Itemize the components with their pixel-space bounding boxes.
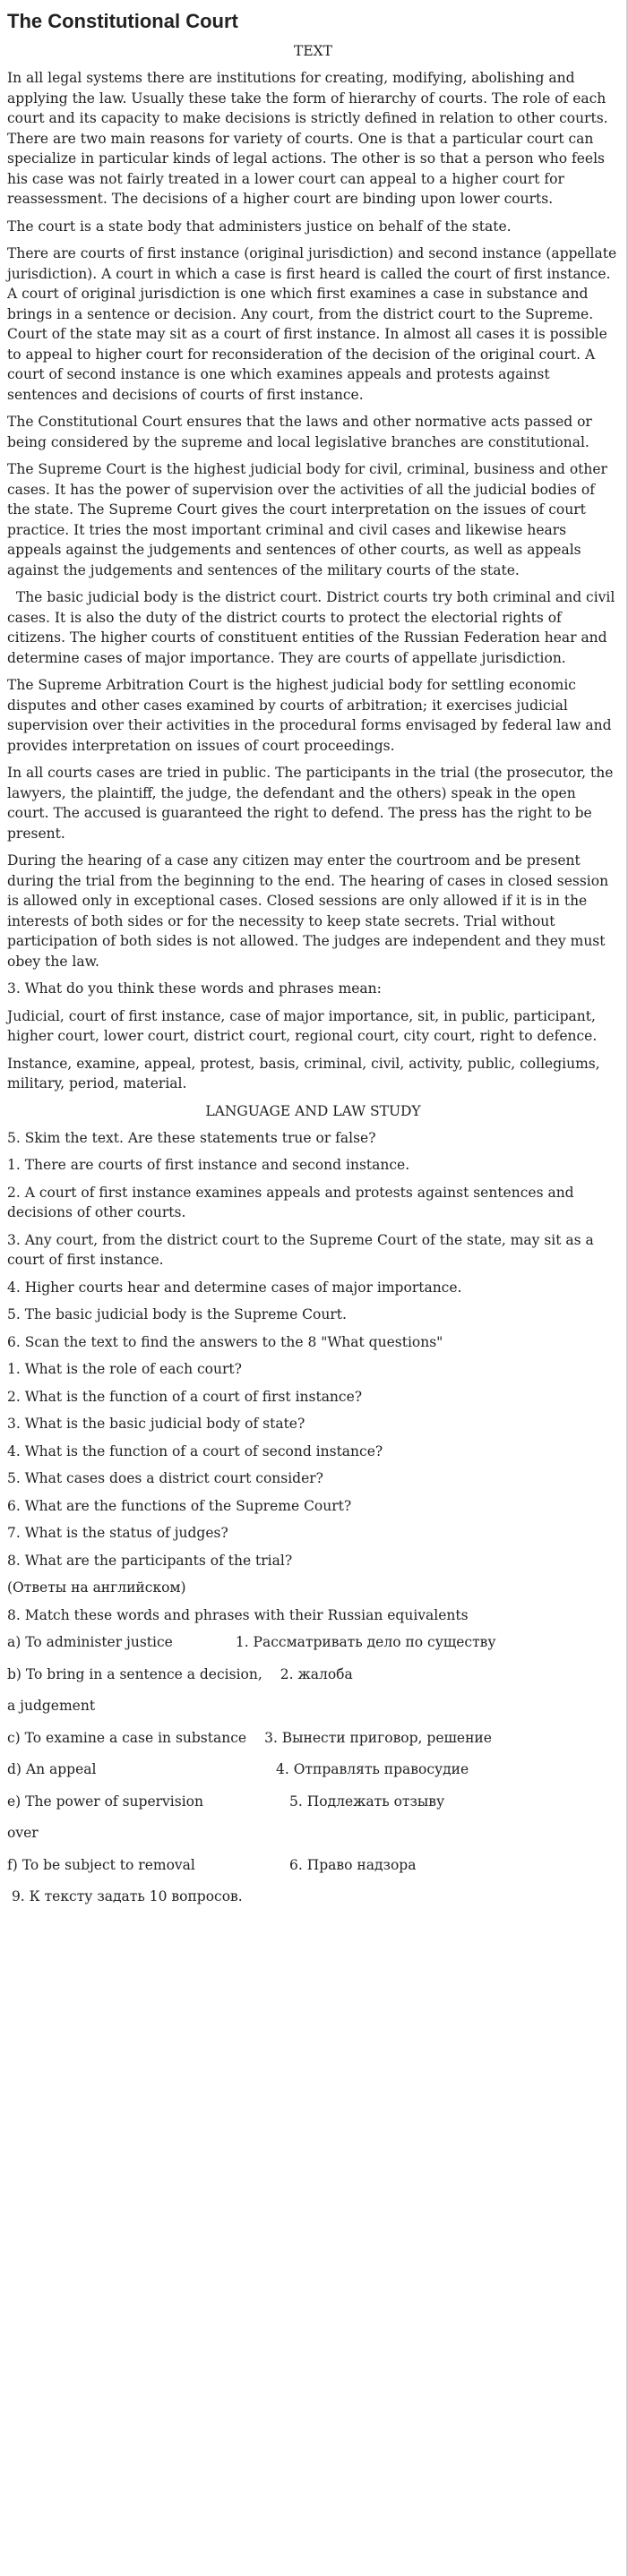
list-item: 5. The basic judicial body is the Supreme Court. bbox=[7, 1306, 347, 1322]
list-item: 4. What is the function of a court of second instance? bbox=[7, 1442, 383, 1459]
match-row bbox=[7, 1855, 619, 1876]
paragraph: In all legal systems there are institutions for creating, modifying, abolishing and applying the law. Usually these take the form of hierarchy of courts. The role of each court and its capacity to make decisions is strictly defined in relation to other courts. There are two main reasons for variety of courts. One is that a particular court can specialize in particular kinds of legal actions. The other is so that a person who feels his case was not fairly treated in a lower court can appeal to a higher court for reassessment. The decisions of a higher court are binding upon lower courts. bbox=[7, 70, 608, 207]
list-item: 4. Higher courts hear and determine cases of major importance. bbox=[7, 1279, 462, 1296]
text-heading: TEXT bbox=[293, 43, 333, 59]
match-russian: 2. жалоба bbox=[280, 1665, 353, 1682]
exercise-3-list: Instance, examine, appeal, protest, basis, criminal, civil, activity, public, collegiums, military, period, material. bbox=[7, 1055, 600, 1091]
match-english: d) An appeal bbox=[7, 1761, 97, 1777]
exercise-3-list: Judicial, court of first instance, case of major importance, sit, in public, participant, higher court, lower court, district court, regional court, city court, right to defence. bbox=[7, 1007, 598, 1044]
list-item: 2. What is the function of a court of first instance? bbox=[7, 1388, 363, 1405]
match-russian: 5. Подлежать отзыву bbox=[289, 1793, 445, 1810]
match-row bbox=[7, 1728, 619, 1749]
list-item: 3. What is the basic judicial body of state? bbox=[7, 1416, 305, 1432]
match-russian: 1. Рассматривать дело по существу bbox=[235, 1634, 496, 1650]
list-item: 3. Any court, from the district court to the Supreme Court of the state, may sit as a court of first instance. bbox=[7, 1231, 594, 1268]
paragraph: The Supreme Court is the highest judicial body for civil, criminal, business and other cases. It has the power of supervision over the activities of all the judicial bodies of the state. The Supreme Court gives the court interpretation on the issues of court practice. It tries the most important criminal and civil cases and likewise hears appeals against the judgements and sentences of other courts, as well as appeals against the judgements and sentences of the military courts of the state. bbox=[7, 461, 607, 578]
exercise-3-prompt: 3. What do you think these words and phrases mean: bbox=[7, 980, 382, 997]
list-item: 5. What cases does a district court consider? bbox=[7, 1470, 323, 1486]
match-russian: 4. Отправлять правосудие bbox=[276, 1761, 469, 1777]
match-english: f) To be subject to removal bbox=[7, 1856, 195, 1873]
paragraph: The court is a state body that administers justice on behalf of the state. bbox=[7, 218, 512, 235]
section-heading: LANGUAGE AND LAW STUDY bbox=[205, 1102, 421, 1119]
page-title: The Constitutional Court bbox=[7, 10, 238, 32]
match-russian: 6. Право надзора bbox=[289, 1856, 417, 1873]
exercise-6-note: (Ответы на английском) bbox=[7, 1579, 186, 1596]
paragraph: During the hearing of a case any citizen may enter the courtroom and be present during the trial from the beginning to the end. The hearing of cases in closed session is allowed only in exceptional cases. Closed sessions are only allowed if it is in the interests of both sides or for the necessity to keep state secrets. Trial without participation of both sides is not allowed. The judges are independent and they must obey the law. bbox=[7, 852, 609, 970]
exercise-9: 9. К тексту задать 10 вопросов. bbox=[7, 1888, 243, 1904]
list-item: 2. A court of first instance examines appeals and protests against sentences and decisions of other courts. bbox=[7, 1184, 574, 1220]
match-row bbox=[7, 1632, 619, 1653]
list-item: 1. What is the role of each court? bbox=[7, 1361, 242, 1377]
match-row bbox=[7, 1759, 619, 1780]
list-item: 8. What are the participants of the trial? bbox=[7, 1552, 293, 1569]
exercise-5-prompt: 5. Skim the text. Are these statements true or false? bbox=[7, 1129, 376, 1146]
match-row-continuation: over bbox=[7, 1825, 39, 1841]
match-english: b) To bring in a sentence a decision, bbox=[7, 1665, 262, 1682]
match-english: a) To administer justice bbox=[7, 1634, 173, 1650]
list-item: 7. What is the status of judges? bbox=[7, 1525, 228, 1541]
match-russian: 3. Вынести приговор, решение bbox=[264, 1729, 492, 1746]
match-english: e) The power of supervision bbox=[7, 1793, 203, 1810]
match-row bbox=[7, 1665, 619, 1685]
match-english: c) To examine a case in substance bbox=[7, 1729, 247, 1746]
exercise-6-prompt: 6. Scan the text to find the answers to the 8 "What questions" bbox=[7, 1333, 443, 1350]
paragraph: The Constitutional Court ensures that the laws and other normative acts passed or being considered by the supreme and local legislative branches are constitutional. bbox=[7, 414, 592, 450]
paragraph: The Supreme Arbitration Court is the highest judicial body for settling economic disputes and other cases examined by courts of arbitration; it exercises judicial supervision over their activities in the procedural forms envisaged by federal law and provides interpretation on issues of court proceedings. bbox=[7, 677, 612, 754]
list-item: 1. There are courts of first instance and second instance. bbox=[7, 1157, 410, 1173]
paragraph: The basic judicial body is the district court. District courts try both criminal and civil cases. It is also the duty of the district courts to protect the electorial rights of citizens. The higher courts of constituent entities of the Russian Federation hear and determine cases of major importance. They are courts of appellate jurisdiction. bbox=[7, 589, 620, 666]
match-row-continuation: a judgement bbox=[7, 1698, 96, 1714]
exercise-8-prompt: 8. Match these words and phrases with their Russian equivalents bbox=[7, 1606, 469, 1623]
paragraph: In all courts cases are tried in public. The participants in the trial (the prosecutor, the lawyers, the plaintiff, the judge, the defendant and the others) speak in the open court. The accused is guaranteed the right to defend. The press has the right to be present. bbox=[7, 765, 614, 842]
list-item: 6. What are the functions of the Supreme Court? bbox=[7, 1497, 352, 1514]
match-row bbox=[7, 1792, 619, 1812]
paragraph: There are courts of first instance (original jurisdiction) and second instance (appellate jurisdiction). A court in which a case is first heard is called the court of first instance. A court of original jurisdiction is one which first examines a case in substance and brings in a sentence or decision. Any court, from the district court to the Supreme. Court of the state may sit as a court of first instance. In almost all cases it is possible to appeal to higher court for reconsideration of the decision of the original court. A court of second instance is one which examines appeals and protests against sentences and decisions of courts of first instance. bbox=[7, 245, 617, 403]
